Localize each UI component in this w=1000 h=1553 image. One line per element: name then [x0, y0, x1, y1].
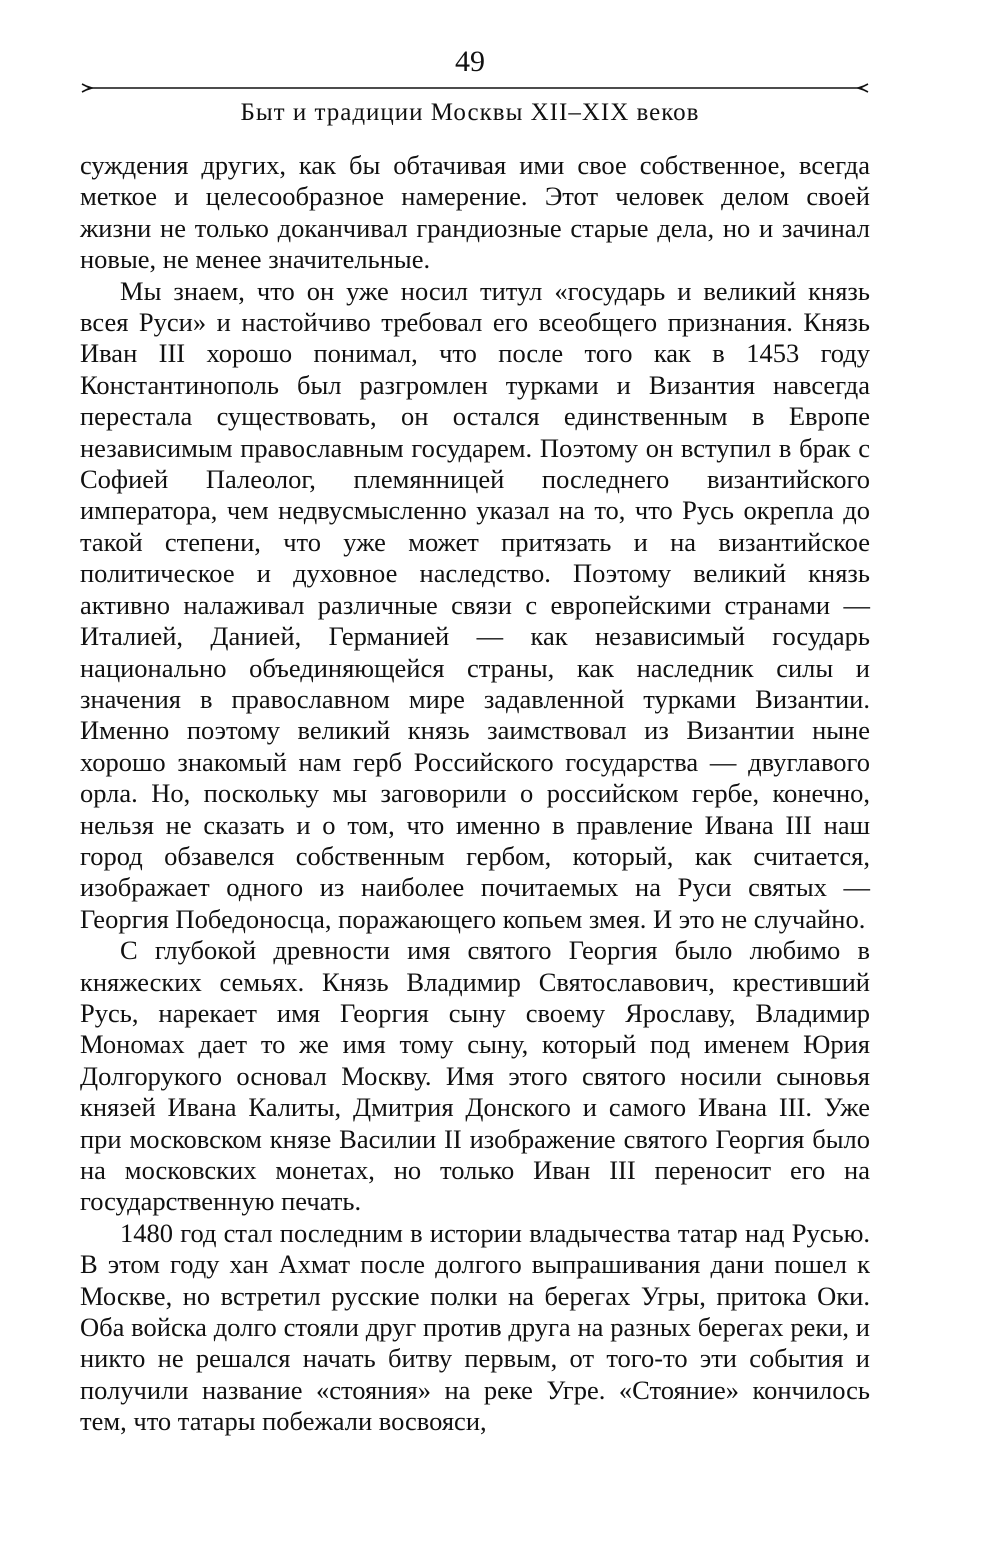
paragraph: С глубокой древности имя святого Георгия было любимо в княжеских семьях. Князь Владимир Святославович, крестивший Русь, нарекает имя Георгия сыну своему Ярославу, Владимир Мономах дает то же имя тому сыну, который под именем Юрия Долгорукого основал Москву. Имя этого святого носили сыновья князей Ивана Калиты, Дмитрия Донского и самого Ивана III. Уже при московском князе Василии II изображение святого Георгия было на московских монетах, но только Иван III переносит его на государственную печать. [80, 935, 870, 1217]
paragraph: 1480 год стал последним в истории владычества татар над Русью. В этом году хан Ахмат после долгого выпрашивания дани пошел к Москве, но встретил русские полки на берегах Угры, притока Оки. Оба войска долго стояли друг против друга на разных берегах реки, и никто не решался начать битву первым, от того-то эти события и получили название «стояния» на реке Угре. «Стояние» кончилось тем, что татары побежали восвояси, [80, 1217, 870, 1437]
page-number: 49 [455, 45, 485, 78]
rule-ornament-right-icon [858, 84, 868, 92]
running-head: Быт и традиции Москвы XII–XIX веков [240, 99, 700, 126]
body-text [80, 150, 870, 1438]
paragraph: Мы знаем, что он уже носил титул «государь и великий князь всея Руси» и настойчиво требовал его всеобщего признания. Князь Иван III хорошо понимал, что после того как в 1453 году Константинополь был разгромлен турками и Византия навсегда перестала существовать, он остался единственным в Европе независимым православным государем. Поэтому он вступил в брак с Софией Палеолог, племянницей последнего византийского императора, чем недвусмысленно указал на то, что Русь окрепла до такой степени, что уже может притязать и на византийское политическое и духовное наследство. Поэтому великий князь активно налаживал различные связи с европейскими странами — Италией, Данией, Германией — как независимый государь национально объединяющейся страны, как наследник силы и значения в православном мире задавленной турками Византии. Именно поэтому великий князь заимствовал из Византии ныне хорошо знакомый нам герб Российского государства — двуглавого орла. Но, поскольку мы заговорили о российском гербе, конечно, нельзя не сказать и о том, что именно в правление Ивана III наш город обзавелся собственным гербом, который, как считается, изображает одного из наиболее почитаемых на Руси святых — Георгия Победоносца, поражающего копьем змея. И это не случайно. [80, 275, 870, 934]
paragraph-continued: суждения других, как бы обтачивая ими свое собственное, всегда меткое и целесообразное намерение. Этот человек делом своей жизни не только доканчивал грандиозные старые дела, но и зачинал новые, не менее значительные. [80, 150, 870, 275]
rule-ornament-left-icon [82, 84, 92, 92]
decorative-rule [80, 83, 870, 93]
